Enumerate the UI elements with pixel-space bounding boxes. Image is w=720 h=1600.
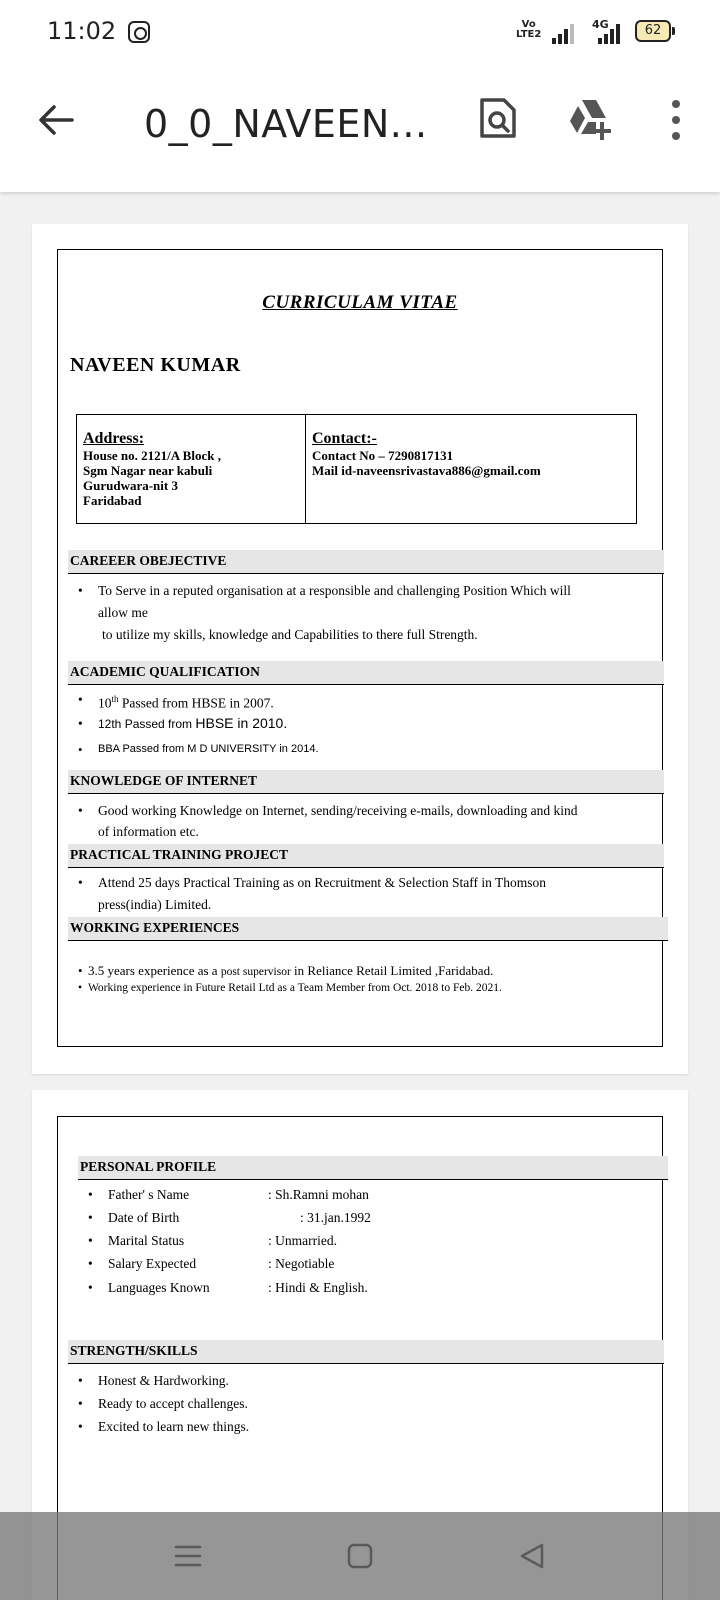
contact-phone: Contact No – 7290817131 — [312, 448, 454, 463]
volte-indicator: Vo LTE2 — [516, 19, 542, 40]
list-item: • Attend 25 days Practical Training as on Recruitment & Selection Staff in Thomson — [78, 875, 546, 890]
address-line: Sgm Nagar near kabuli — [83, 463, 213, 478]
profile-row: • Languages Known — [88, 1280, 210, 1295]
list-item-cont: to utilize my skills, knowledge and Capabilities to there full Strength. — [102, 627, 478, 642]
list-item: • Good working Knowledge on Internet, sending/receiving e-mails, downloading and kind — [78, 803, 578, 818]
section-academic-heading: ACADEMIC QUALIFICATION — [68, 661, 664, 685]
document-page-1[interactable] — [32, 224, 688, 1074]
instagram-notification-icon — [128, 21, 150, 43]
section-objective-heading: CAREEER OBEJECTIVE — [68, 550, 664, 574]
list-item: • 12th Passed from HBSE in 2010. — [78, 715, 288, 731]
back-arrow-icon[interactable] — [34, 98, 78, 142]
profile-row: • Salary Expected — [88, 1256, 197, 1271]
contact-heading: Contact:- — [312, 430, 377, 447]
section-skills-heading: STRENGTH/SKILLS — [68, 1340, 664, 1364]
list-item-cont: allow me — [98, 605, 148, 620]
address-heading: Address: — [83, 430, 145, 447]
battery-level: 62 — [644, 23, 662, 38]
list-item: • Honest & Hardworking. — [78, 1373, 229, 1388]
profile-value: : Negotiable — [268, 1256, 335, 1271]
list-item: • To Serve in a reputed organisation at a responsible and challenging Position Which will — [78, 583, 571, 598]
section-internet-heading: KNOWLEDGE OF INTERNET — [68, 770, 664, 794]
profile-row: • Marital Status — [88, 1233, 185, 1248]
list-item-cont: of information etc. — [98, 824, 199, 839]
document-title: 0_0_NAVEEN... — [144, 102, 428, 146]
list-item: • Ready to accept challenges. — [78, 1396, 248, 1411]
profile-value: : Sh.Ramni mohan — [268, 1187, 369, 1202]
signal-sim2-icon — [594, 22, 618, 44]
list-item: • 3.5 years experience as a post supervisor in Reliance Retail Limited ,Faridabad. — [78, 963, 494, 978]
app-bar — [0, 64, 720, 192]
profile-row: • Date of Birth — [88, 1210, 180, 1225]
list-item: • Excited to learn new things. — [78, 1419, 250, 1434]
menu-recents-icon[interactable] — [174, 1542, 202, 1570]
contact-email: Mail id-naveensrivastava886@gmail.com — [312, 463, 541, 478]
home-icon[interactable] — [346, 1542, 374, 1570]
candidate-name: NAVEEN KUMAR — [70, 354, 241, 376]
signal-sim1-icon — [552, 22, 574, 44]
navigation-bar — [0, 1512, 720, 1600]
add-to-drive-icon[interactable] — [566, 96, 616, 142]
address-line: House no. 2121/A Block , — [83, 448, 221, 463]
more-options-icon[interactable] — [664, 98, 688, 142]
profile-row: • Father' s Name — [88, 1187, 190, 1202]
profile-value: : Hindi & English. — [268, 1280, 368, 1295]
battery-icon — [635, 20, 671, 42]
status-bar — [0, 0, 720, 64]
status-time: 11:02 — [47, 17, 117, 45]
section-profile-heading: PERSONAL PROFILE — [78, 1156, 668, 1180]
list-item-cont: press(india) Limited. — [98, 897, 212, 912]
back-triangle-icon[interactable] — [518, 1542, 546, 1570]
section-experience-heading: WORKING EXPERIENCES — [68, 917, 668, 941]
search-document-icon[interactable] — [476, 96, 520, 142]
profile-value: : Unmarried. — [268, 1233, 337, 1248]
list-item: • 10th Passed from HBSE in 2007. — [78, 692, 274, 711]
list-item: • BBA Passed from M D UNIVERSITY in 2014. — [78, 742, 319, 757]
network-type: 4G — [592, 18, 609, 31]
contact-cell — [312, 430, 541, 478]
cv-title: CURRICULAM VITAE — [262, 292, 458, 313]
section-training-heading: PRACTICAL TRAINING PROJECT — [68, 844, 664, 868]
profile-value: : 31.jan.1992 — [300, 1210, 371, 1225]
address-line: Faridabad — [83, 493, 142, 508]
address-cell — [83, 430, 221, 508]
contact-table — [76, 414, 637, 524]
list-item: • Working experience in Future Retail Ltd as a Team Member from Oct. 2018 to Feb. 2021. — [78, 982, 502, 994]
address-line: Gurudwara-nit 3 — [83, 478, 178, 493]
